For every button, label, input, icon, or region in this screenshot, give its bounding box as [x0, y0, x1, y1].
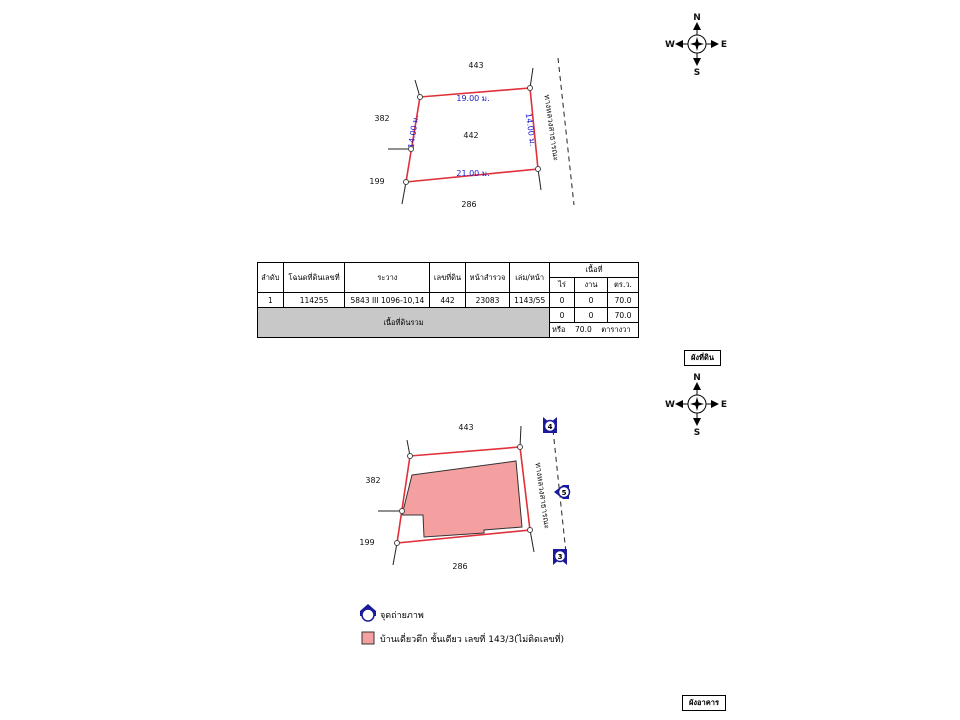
boundary-marker: [418, 95, 423, 100]
road-label: ทางหลวงสาธารณะ: [533, 461, 552, 530]
table-row: [258, 293, 639, 308]
compass-rose-icon: [665, 373, 727, 438]
dimension-south: 21.00 ม.: [456, 169, 490, 178]
adjoining-line: [538, 169, 541, 190]
compass-s: S: [693, 68, 701, 78]
compass-rose-icon: [665, 13, 727, 78]
header-land-no: เลขที่ดิน: [430, 263, 465, 293]
adjoining-plot-west-bottom: 199: [359, 538, 375, 547]
adjoining-plot-west-top: 382: [374, 114, 390, 123]
boundary-marker: [400, 509, 405, 514]
compass-w: W: [665, 400, 675, 410]
header-sqw: ตร.ว.: [608, 278, 639, 293]
road-line: [558, 58, 574, 205]
building-legend-swatch: [362, 632, 374, 644]
header-rawang: ระวาง: [345, 263, 430, 293]
photo-point-number: 4: [547, 423, 553, 431]
alt-unit: ตารางวา: [601, 325, 631, 334]
cell-survey-page: 23083: [465, 293, 510, 308]
adjoining-line: [530, 68, 533, 88]
boundary-marker: [395, 541, 400, 546]
boundary-marker: [536, 167, 541, 172]
adjoining-plot-north: 443: [458, 423, 474, 432]
compass-s: S: [693, 428, 701, 438]
plot-number: 442: [463, 131, 479, 140]
header-survey-page: หน้าสำรวจ: [465, 263, 510, 293]
header-ngan: งาน: [575, 278, 608, 293]
adjoining-line: [393, 543, 397, 565]
adjoining-plot-south: 286: [461, 200, 477, 209]
compass-w: W: [665, 40, 675, 50]
land-deed-table: [257, 262, 639, 338]
legend-building: [380, 632, 564, 646]
compass-n: N: [693, 373, 701, 383]
cell-rai: 0: [550, 293, 575, 308]
compass-e: E: [720, 400, 728, 410]
dimension-north: 19.00 ม.: [456, 94, 490, 103]
land-plan-label: ผังที่ดิน: [684, 350, 721, 366]
adjoining-plot-south: 286: [452, 562, 468, 571]
building-plan-map: [359, 417, 569, 571]
adjoining-line: [402, 182, 406, 204]
legend-photo-point: [380, 608, 424, 622]
boundary-marker: [518, 445, 523, 450]
alt-prefix: หรือ: [552, 325, 566, 334]
photo-point-icon: [553, 549, 567, 565]
legend-photo-point-label: จุดถ่ายภาพ: [380, 611, 424, 621]
cell-land-no: 442: [430, 293, 465, 308]
boundary-marker: [408, 454, 413, 459]
total-area-label: เนื้อที่ดินรวม: [258, 308, 550, 338]
compass-e: E: [720, 40, 728, 50]
cell-seq: 1: [258, 293, 284, 308]
alt-value: 70.0: [575, 325, 592, 334]
dimension-west: 14.00 ม.: [406, 114, 421, 149]
adjoining-plot-west-bottom: 199: [369, 177, 385, 186]
header-rai: ไร่: [550, 278, 575, 293]
compass-n: N: [693, 13, 701, 23]
header-seq: ลำดับ: [258, 263, 284, 293]
boundary-marker: [404, 180, 409, 185]
boundary-marker: [528, 528, 533, 533]
cell-book-page: 1143/55: [510, 293, 550, 308]
photo-point-icon: [554, 485, 570, 499]
photo-point-number: 3: [557, 553, 563, 561]
photo-point-legend-icon: [360, 604, 376, 621]
photo-point-icon: [543, 417, 557, 433]
total-rai: 0: [550, 308, 575, 323]
road-label: ทางหลวงสาธารณะ: [542, 93, 561, 162]
total-sqw: 70.0: [608, 308, 639, 323]
cell-sqw: 70.0: [608, 293, 639, 308]
dimension-east: 14.00 ม.: [523, 112, 538, 147]
header-area: เนื้อที่: [550, 263, 639, 278]
header-deed-no: โฉนดที่ดินเลขที่: [283, 263, 345, 293]
adjoining-line: [520, 426, 521, 447]
cell-deed-no: 114255: [283, 293, 345, 308]
legend-building-label: บ้านเดี่ยวตึก ชั้นเดียว เลขที่ 143/3(ไม่ติดเลขที่): [380, 635, 565, 645]
total-ngan: 0: [575, 308, 608, 323]
adjoining-plot-west-top: 382: [365, 476, 381, 485]
cell-ngan: 0: [575, 293, 608, 308]
header-book-page: เล่ม/หน้า: [510, 263, 550, 293]
photo-point-number: 5: [561, 489, 567, 497]
building-footprint: [402, 461, 522, 537]
total-alt-area: [550, 323, 639, 338]
cell-rawang: 5843 III 1096-10,14: [345, 293, 430, 308]
adjoining-plot-north: 443: [468, 61, 484, 70]
building-plan-label: ผังอาคาร: [682, 695, 726, 711]
boundary-marker: [528, 86, 533, 91]
land-plan-map: [369, 58, 574, 209]
adjoining-line: [530, 530, 534, 552]
